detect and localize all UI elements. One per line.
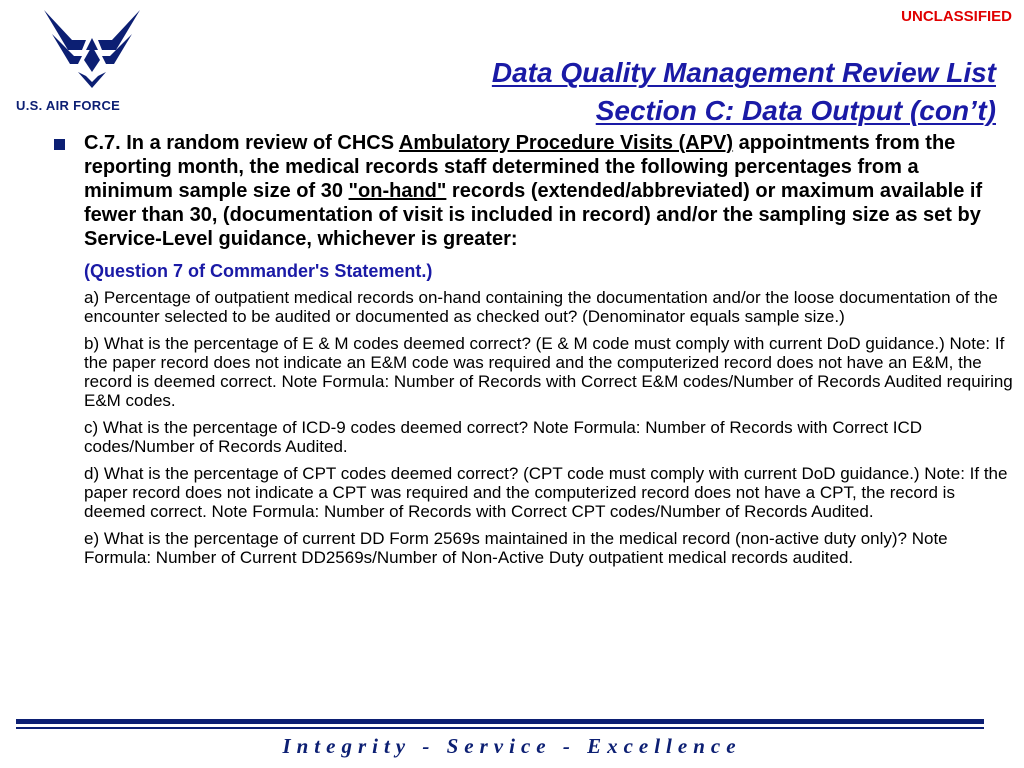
question-suffix: records (extended/abbreviated) or maximum available if fewer than 30, (documentation of visit is included in record) and/or the sampling size as set by Service-Level guidance, whichever is greater: [84,180,983,250]
classification-label: UNCLASSIFIED [901,8,1012,25]
sub-item-b: b) What is the percentage of E & M codes deemed correct? (E & M code must comply with current DoD guidance.) Note: If the paper record does not indicate an E&M code was required and the computerized record does not have an E&M, the record is deemed correct. Note Formula: Number of Records with Correct E&M codes/Number of Records Audited requiring E&M codes. [84,334,1013,410]
slide-body [54,131,1014,575]
sub-item-c: c) What is the percentage of ICD-9 codes deemed correct? Note Formula: Number of Records with Correct ICD codes/Number of Records Audited. [84,418,923,456]
question-bullet [54,131,1014,251]
apv-term: Ambulatory Procedure Visits (APV) [398,132,734,154]
onhand-term: "on-hand" [348,180,447,202]
sub-item-e: e) What is the percentage of current DD Form 2569s maintained in the medical record (non-active duty only)? Note Formula: Number of Current DD2569s/Number of Non-Active Duty outpatient medical records audited. [84,529,948,567]
footer-rule-thick [16,719,984,724]
air-force-logo [16,6,176,113]
page-title [492,54,996,130]
title-line-2: Section C: Data Output (con’t) [595,95,996,126]
air-force-wordmark: U.S. AIR FORCE [16,98,121,113]
question-text [84,131,1004,251]
footer-motto: Integrity - Service - Excellence [282,734,742,758]
question-prefix: C.7. In a random review of CHCS [84,132,399,154]
sub-item-d: d) What is the percentage of CPT codes deemed correct? (CPT code must comply with current DoD guidance.) Note: If the paper record does not indicate a CPT was required and the computerized record does not have a CPT, the record is deemed correct. Note Formula: Number of Records with Correct CPT codes/Number of Records Audited. [84,464,1008,521]
square-bullet-icon [54,139,65,150]
question-middle: appointments from the reporting month, the medical records staff determined the following percentages from a minimum sample size of 30 [84,132,956,202]
title-line-1: Data Quality Management Review List [491,57,996,88]
air-force-symbol-icon [42,6,142,96]
footer-rule-thin [16,727,984,729]
commander-statement-ref: (Question 7 of Commander's Statement.) [84,261,433,281]
sub-item-a: a) Percentage of outpatient medical records on-hand containing the documentation and/or the loose documentation of the encounter selected to be audited or documented as checked out? (Denominator equals sample size.) [84,288,998,326]
